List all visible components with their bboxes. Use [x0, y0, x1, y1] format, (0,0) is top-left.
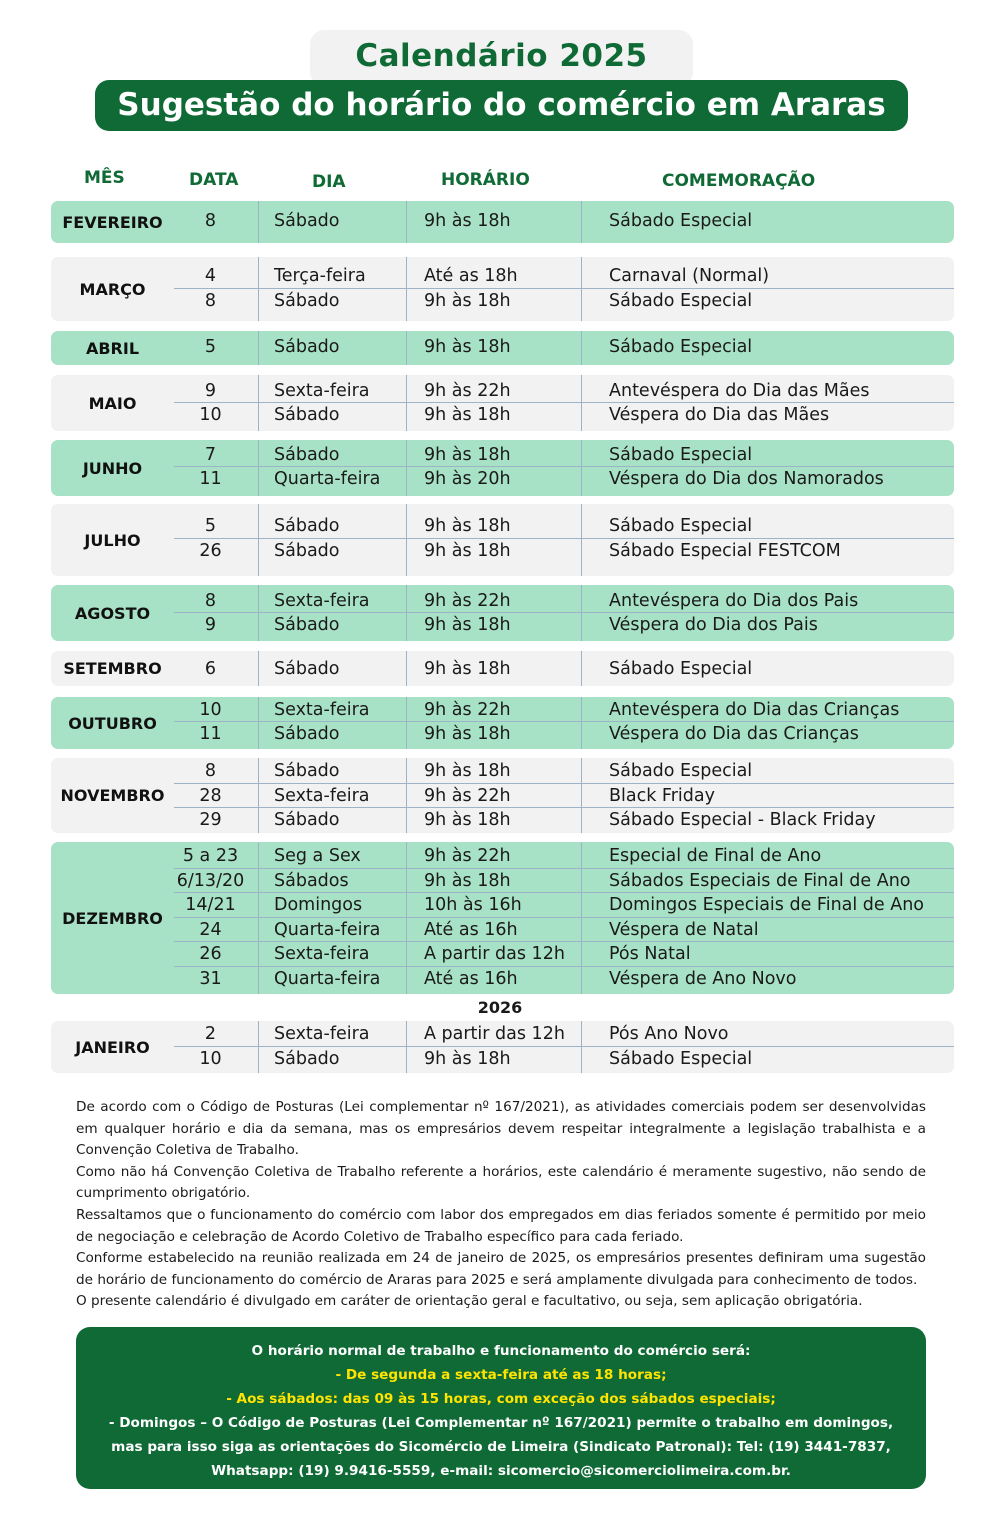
day-cell: Sábado: [274, 761, 340, 781]
day-cell: Sábados: [274, 871, 349, 891]
day-cell: Sábado: [274, 541, 340, 561]
row-divider: [174, 807, 954, 808]
hours-cell: 9h às 18h: [424, 761, 511, 781]
date-cell: 5: [204, 516, 217, 536]
date-cell: 8: [204, 211, 217, 231]
event-cell: Sábado Especial: [609, 445, 753, 465]
month-group: [51, 697, 954, 749]
month-label: AGOSTO: [74, 603, 151, 623]
event-cell: Véspera de Ano Novo: [609, 969, 797, 989]
date-cell: 11: [199, 469, 222, 489]
date-cell: 4: [204, 266, 217, 286]
month-label: NOVEMBRO: [60, 786, 165, 805]
month-group: [51, 842, 954, 994]
day-cell: Sábado: [274, 445, 340, 465]
hours-cell: 9h às 18h: [424, 516, 511, 536]
hours-cell: 9h às 18h: [424, 291, 511, 311]
table-row: [51, 589, 954, 614]
note-paragraph: De acordo com o Código de Posturas (Lei complementar nº 167/2021), as atividades comerciais podem ser desenvolvidas em qualquer horário e dia da semana, mas os empresários devem respeitar integralmente a legislação trabalhista e a Convenção Coletiva de Trabalho.: [76, 1099, 926, 1159]
table-row: [51, 209, 954, 234]
day-cell: Sexta-feira: [274, 944, 370, 964]
date-cell: 8: [204, 291, 217, 311]
hours-cell: 9h às 22h: [424, 846, 511, 866]
event-cell: Antevéspera do Dia das Mães: [609, 381, 870, 401]
hours-cell: 9h às 18h: [424, 615, 511, 635]
row-divider: [174, 721, 954, 722]
month-label: JULHO: [84, 530, 141, 550]
day-cell: Sábado: [274, 810, 340, 830]
event-cell: Especial de Final de Ano: [609, 846, 822, 866]
table-row: [51, 808, 954, 833]
event-cell: Sábado Especial: [609, 1049, 753, 1069]
note-paragraph: Ressaltamos que o funcionamento do comércio com labor dos empregados em dias feriados somente é permitido por meio de negociação e celebração de Acordo Coletivo de Trabalho específico para cada feriado.: [76, 1206, 926, 1245]
hours-cell: 9h às 18h: [424, 810, 511, 830]
hours-cell: 9h às 18h: [424, 871, 511, 891]
month-group: [51, 257, 954, 321]
date-cell: 6: [204, 659, 217, 679]
hours-cell: 9h às 18h: [424, 405, 511, 425]
table-row: [51, 264, 954, 289]
note-paragraph: O presente calendário é divulgado em caráter de orientação geral e facultativo, ou seja, sem aplicação obrigatória.: [76, 1293, 863, 1310]
month-group: [51, 1021, 954, 1073]
hours-cell: 9h às 18h: [424, 1049, 511, 1069]
footer-intro: O horário normal de trabalho e funcionamento do comércio será:: [251, 1343, 751, 1359]
event-cell: Sábado Especial: [609, 291, 753, 311]
date-cell: 6/13/20: [176, 871, 245, 891]
day-cell: Quarta-feira: [274, 920, 381, 940]
date-cell: 8: [204, 591, 217, 611]
day-cell: Quarta-feira: [274, 969, 381, 989]
hours-cell: A partir das 12h: [424, 944, 565, 964]
table-row: [51, 918, 954, 943]
event-cell: Sábado Especial: [609, 516, 753, 536]
month-label: JUNHO: [82, 458, 143, 478]
table-row: [51, 657, 954, 682]
hours-cell: A partir das 12h: [424, 1024, 565, 1044]
month-group: [51, 331, 954, 365]
footer-saturdays: - Aos sábados: das 09 às 15 horas, com exceção dos sábados especiais;: [226, 1391, 776, 1407]
month-group: [51, 651, 954, 686]
date-cell: 28: [199, 786, 222, 806]
date-cell: 5: [204, 337, 217, 357]
hours-cell: 9h às 18h: [424, 211, 511, 231]
hours-cell: 9h às 18h: [424, 337, 511, 357]
date-cell: 26: [199, 944, 222, 964]
date-cell: 11: [199, 724, 222, 744]
day-cell: Sábado: [274, 615, 340, 635]
month-label: ABRIL: [85, 338, 140, 358]
event-cell: Sábados Especiais de Final de Ano: [609, 871, 911, 891]
day-cell: Sexta-feira: [274, 700, 370, 720]
month-label: OUTUBRO: [68, 713, 157, 733]
hours-cell: 9h às 18h: [424, 445, 511, 465]
day-cell: Sexta-feira: [274, 1024, 370, 1044]
month-label: MARÇO: [79, 279, 146, 299]
table-row: [51, 844, 954, 869]
table-row: [51, 967, 954, 992]
day-cell: Sábado: [274, 1049, 340, 1069]
column-header-comemoracao: COMEMORAÇÃO: [662, 171, 816, 191]
event-cell: Véspera do Dia das Crianças: [609, 724, 859, 744]
table-row: [51, 467, 954, 492]
day-cell: Sábado: [274, 337, 340, 357]
event-cell: Sábado Especial FESTCOM: [609, 541, 841, 561]
month-label: SETEMBRO: [63, 659, 162, 678]
event-cell: Carnaval (Normal): [609, 266, 770, 286]
table-row: [51, 443, 954, 468]
day-cell: Sábado: [274, 291, 340, 311]
day-cell: Sexta-feira: [274, 786, 370, 806]
date-cell: 26: [199, 541, 222, 561]
subtitle-bar: [95, 80, 908, 131]
event-cell: Véspera de Natal: [609, 920, 759, 940]
date-cell: 8: [204, 761, 217, 781]
row-divider: [174, 917, 954, 918]
date-cell: 9: [204, 381, 217, 401]
month-group: [51, 440, 954, 496]
date-cell: 29: [199, 810, 222, 830]
event-cell: Sábado Especial: [609, 211, 753, 231]
event-cell: Antevéspera do Dia dos Pais: [609, 591, 859, 611]
note-paragraph: Conforme estabelecido na reunião realizada em 24 de janeiro de 2025, os empresários presentes definiram uma sugestão de horário de funcionamento do comércio de Araras para 2025 e será amplamente divulgada para conhecimento de todos.: [76, 1250, 926, 1288]
row-divider: [174, 892, 954, 893]
month-group: [51, 375, 954, 431]
column-header-dia: DIA: [312, 172, 346, 192]
hours-cell: 9h às 22h: [424, 700, 511, 720]
event-cell: Sábado Especial: [609, 659, 753, 679]
date-cell: 24: [199, 920, 222, 940]
month-label: MAIO: [88, 393, 137, 413]
day-cell: Sábado: [274, 659, 340, 679]
date-cell: 7: [204, 445, 217, 465]
year-2026-label: 2026: [477, 998, 523, 1017]
table-row: [51, 539, 954, 564]
day-cell: Quarta-feira: [274, 469, 381, 489]
table-row: [51, 379, 954, 404]
hours-cell: Até as 18h: [424, 266, 518, 286]
column-header-horario: HORÁRIO: [441, 170, 530, 190]
row-divider: [174, 966, 954, 967]
event-cell: Pós Natal: [609, 944, 691, 964]
row-divider: [174, 868, 954, 869]
table-row: [51, 1047, 954, 1072]
notes-section: [76, 1097, 926, 1313]
date-cell: 9: [204, 615, 217, 635]
event-cell: Domingos Especiais de Final de Ano: [609, 895, 925, 915]
row-divider: [174, 538, 954, 539]
hours-cell: 9h às 18h: [424, 659, 511, 679]
column-header-mes: MÊS: [84, 168, 125, 188]
event-cell: Sábado Especial: [609, 337, 753, 357]
page-title: Calendário 2025: [355, 38, 648, 74]
table-row: [51, 759, 954, 784]
table-row: [51, 289, 954, 314]
table-row: [51, 1022, 954, 1047]
day-cell: Sábado: [274, 405, 340, 425]
row-divider: [174, 466, 954, 467]
title-box: [310, 30, 693, 86]
month-group: [51, 758, 954, 833]
hours-cell: 9h às 22h: [424, 591, 511, 611]
day-cell: Seg a Sex: [274, 846, 361, 866]
day-cell: Domingos: [274, 895, 363, 915]
row-divider: [174, 288, 954, 289]
event-cell: Antevéspera do Dia das Crianças: [609, 700, 900, 720]
date-cell: 31: [199, 969, 222, 989]
day-cell: Sábado: [274, 724, 340, 744]
table-row: [51, 403, 954, 428]
hours-cell: 10h às 16h: [424, 895, 522, 915]
day-cell: Sexta-feira: [274, 381, 370, 401]
column-header-data: DATA: [189, 170, 239, 190]
day-cell: Sexta-feira: [274, 591, 370, 611]
event-cell: Véspera do Dia dos Pais: [609, 615, 818, 635]
row-divider: [174, 612, 954, 613]
month-group: [51, 201, 954, 243]
month-group: [51, 504, 954, 576]
table-row: [51, 335, 954, 360]
date-cell: 10: [199, 700, 222, 720]
date-cell: 5 a 23: [182, 846, 239, 866]
table-row: [51, 942, 954, 967]
row-divider: [174, 402, 954, 403]
event-cell: Véspera do Dia das Mães: [609, 405, 830, 425]
day-cell: Sábado: [274, 516, 340, 536]
month-label: FEVEREIRO: [62, 212, 163, 232]
event-cell: Sábado Especial: [609, 761, 753, 781]
event-cell: Pós Ano Novo: [609, 1024, 729, 1044]
event-cell: Black Friday: [609, 786, 715, 806]
table-row: [51, 514, 954, 539]
hours-cell: 9h às 18h: [424, 724, 511, 744]
row-divider: [174, 783, 954, 784]
note-paragraph: Como não há Convenção Coletiva de Trabalho referente a horários, este calendário é meramente sugestivo, não sendo de cumprimento obrigatório.: [76, 1163, 926, 1202]
table-row: [51, 784, 954, 809]
hours-cell: 9h às 22h: [424, 381, 511, 401]
row-divider: [174, 941, 954, 942]
table-row: [51, 869, 954, 894]
table-row: [51, 613, 954, 638]
event-cell: Véspera do Dia dos Namorados: [609, 469, 884, 489]
row-divider: [174, 1046, 954, 1047]
date-cell: 10: [199, 1049, 222, 1069]
footer-box: [76, 1327, 926, 1489]
footer-sundays: - Domingos – O Código de Posturas (Lei Complementar nº 167/2021) permite o trabalho em domingos, mas para isso siga as orientações do Sicomércio de Limeira (Sindicato Patronal): Tel: (19) 3441-7837, Whatsapp: (19) 9.9416-5559, e-mail: sicomercio@sicomerciolimeira.com.br.: [108, 1415, 894, 1479]
date-cell: 10: [199, 405, 222, 425]
month-label: DEZEMBRO: [62, 908, 163, 928]
hours-cell: 9h às 22h: [424, 786, 511, 806]
day-cell: Terça-feira: [274, 266, 366, 286]
day-cell: Sábado: [274, 211, 340, 231]
table-row: [51, 698, 954, 723]
table-row: [51, 893, 954, 918]
month-label: JANEIRO: [75, 1037, 150, 1057]
month-group: [51, 585, 954, 641]
event-cell: Sábado Especial - Black Friday: [609, 810, 876, 830]
hours-cell: Até as 16h: [424, 920, 518, 940]
page-subtitle: Sugestão do horário do comércio em Araras: [117, 87, 886, 123]
hours-cell: Até as 16h: [424, 969, 518, 989]
hours-cell: 9h às 20h: [424, 469, 511, 489]
footer-weekdays: - De segunda a sexta-feira até as 18 horas;: [335, 1367, 667, 1383]
date-cell: 2: [204, 1024, 217, 1044]
date-cell: 14/21: [185, 895, 236, 915]
table-row: [51, 722, 954, 747]
hours-cell: 9h às 18h: [424, 541, 511, 561]
